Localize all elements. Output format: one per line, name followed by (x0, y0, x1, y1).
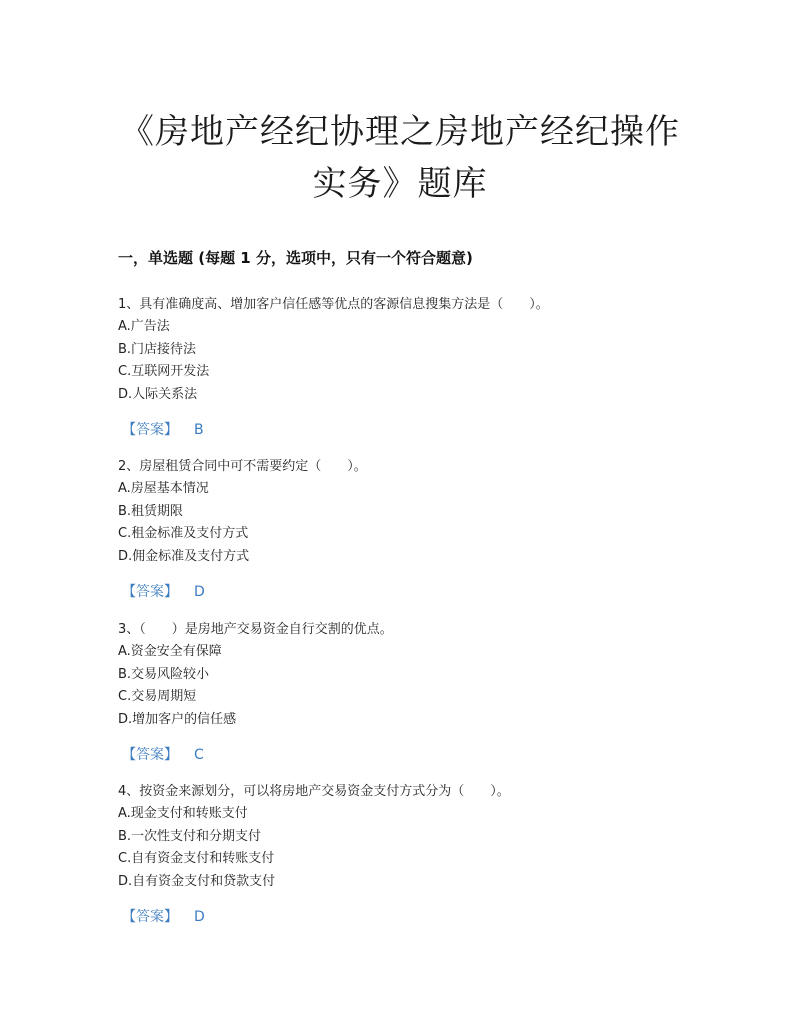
document-title (100, 106, 700, 210)
answer-value: D (194, 909, 205, 925)
option-c: C.互联网开发法 (118, 364, 210, 379)
option-b: B.一次性支付和分期支付 (118, 828, 262, 844)
section-heading: 一，单选题 (每题 1 分，选项中，只有一个符合题意) (118, 249, 473, 267)
answer-value: C (194, 747, 204, 763)
option-b: B.租赁期限 (118, 503, 184, 519)
answer-line (118, 419, 698, 441)
option-a: A.资金安全有保障 (118, 644, 222, 659)
option-a: A.现金支付和转账支付 (118, 806, 248, 821)
answer-value: B (194, 422, 204, 438)
answer-label: 【答案】 (122, 422, 178, 438)
option-c: C.租金标准及支付方式 (118, 526, 249, 541)
option-d: D.人际关系法 (118, 386, 198, 402)
option-d: D.增加客户的信任感 (118, 711, 237, 727)
option-b: B.门店接待法 (118, 341, 197, 357)
question-1 (118, 294, 698, 441)
option-c: C.交易周期短 (118, 689, 197, 704)
option-d: D.佣金标准及支付方式 (118, 548, 250, 564)
question-2 (118, 456, 698, 603)
question-stem: 2、房屋租赁合同中可不需要约定（ ）。 (118, 459, 367, 474)
question-4 (118, 781, 698, 928)
question-stem: 4、按资金来源划分，可以将房地产交易资金支付方式分为（ ）。 (118, 784, 510, 799)
option-a: A.广告法 (118, 319, 170, 334)
answer-label: 【答案】 (122, 747, 178, 763)
option-c: C.自有资金支付和转账支付 (118, 851, 275, 866)
answer-label: 【答案】 (122, 909, 178, 925)
option-d: D.自有资金支付和贷款支付 (118, 873, 276, 889)
answer-line (118, 744, 698, 766)
question-3 (118, 619, 698, 766)
document-title-line-2: 实务》题库 (312, 164, 488, 204)
answer-label: 【答案】 (122, 584, 178, 600)
answer-value: D (194, 584, 205, 600)
option-a: A.房屋基本情况 (118, 481, 209, 496)
option-b: B.交易风险较小 (118, 666, 210, 682)
question-stem: 3、（ ）是房地产交易资金自行交割的优点。 (118, 622, 393, 637)
answer-line (118, 906, 698, 928)
document-title-line-1: 《房地产经纪协理之房地产经纪操作 (120, 112, 680, 152)
question-stem: 1、具有准确度高、增加客户信任感等优点的客源信息搜集方法是（ ）。 (118, 297, 549, 312)
answer-line (118, 581, 698, 603)
